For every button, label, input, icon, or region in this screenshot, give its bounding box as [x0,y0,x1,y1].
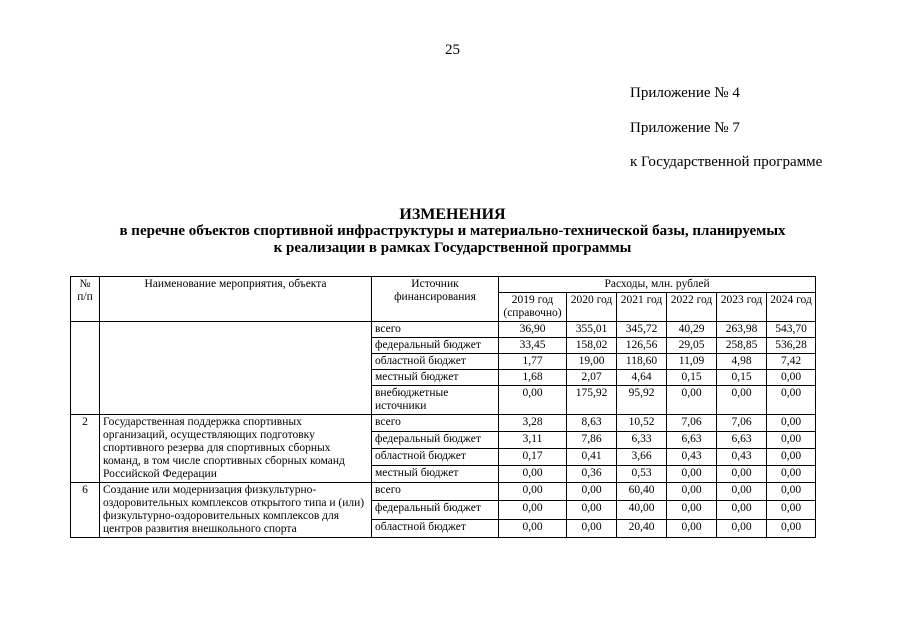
expense-value: 0,00 [717,501,767,519]
expense-value: 1,68 [499,370,567,386]
expense-value: 0,43 [667,449,717,466]
expense-value: 0,00 [767,483,816,501]
expense-value: 6,33 [617,432,667,449]
expense-value: 263,98 [717,322,767,338]
expense-value: 345,72 [617,322,667,338]
expense-value: 19,00 [567,354,617,370]
expense-value: 0,00 [667,466,717,483]
funding-source: местный бюджет [372,466,499,483]
expense-value: 11,09 [667,354,717,370]
expenses-table [70,276,816,538]
expense-value: 543,70 [767,322,816,338]
expense-value: 0,00 [717,483,767,501]
expense-value: 0,00 [717,519,767,537]
expense-value: 6,63 [667,432,717,449]
header-expenses: Расходы, млн. рублей [499,277,816,293]
expense-value: 1,77 [499,354,567,370]
expense-value: 0,00 [667,483,717,501]
appendix-line-1: Приложение № 4 [630,85,740,101]
funding-source: областной бюджет [372,354,499,370]
expense-value: 95,92 [617,386,667,415]
table-body [71,277,816,538]
expense-value: 0,17 [499,449,567,466]
table-header-row-1 [71,277,816,293]
header-year: 2019 год (справочно) [499,293,567,322]
expense-value: 0,00 [717,386,767,415]
expense-value: 0,00 [667,501,717,519]
funding-source: федеральный бюджет [372,338,499,354]
expense-value: 0,00 [767,415,816,432]
expense-value: 4,98 [717,354,767,370]
title-line-3: к реализации в рамках Государственной программы [273,240,632,256]
expense-value: 258,85 [717,338,767,354]
expense-value: 0,53 [617,466,667,483]
expense-value: 0,00 [767,449,816,466]
expense-value: 158,02 [567,338,617,354]
appendix-line-2: Приложение № 7 [630,120,740,136]
expense-value: 0,15 [717,370,767,386]
expense-value: 7,86 [567,432,617,449]
expense-value: 536,28 [767,338,816,354]
expense-value: 7,42 [767,354,816,370]
expense-value: 2,07 [567,370,617,386]
expense-value: 0,43 [717,449,767,466]
expense-value: 40,00 [617,501,667,519]
expense-value: 0,00 [499,466,567,483]
expense-value: 6,63 [717,432,767,449]
expense-value: 3,66 [617,449,667,466]
appendix-line-3: к Государственной программе [630,154,823,170]
table-row [71,415,816,432]
table-row [71,483,816,501]
expense-value: 0,36 [567,466,617,483]
header-num: № п/п [71,277,100,322]
expense-value: 0,00 [499,519,567,537]
header-year: 2024 год [767,293,816,322]
header-year: 2023 год [717,293,767,322]
header-year: 2020 год [567,293,617,322]
funding-source: федеральный бюджет [372,432,499,449]
activity-name [100,322,372,415]
expense-value: 0,00 [567,483,617,501]
expense-value: 0,00 [567,501,617,519]
expense-value: 0,00 [767,466,816,483]
header-year: 2021 год [617,293,667,322]
funding-source: местный бюджет [372,370,499,386]
expense-value: 0,00 [717,466,767,483]
expense-value: 7,06 [717,415,767,432]
table-row [71,322,816,338]
expense-value: 36,90 [499,322,567,338]
expense-value: 33,45 [499,338,567,354]
expense-value: 40,29 [667,322,717,338]
page-number: 25 [445,42,460,58]
expense-value: 29,05 [667,338,717,354]
funding-source: всего [372,322,499,338]
expense-value: 8,63 [567,415,617,432]
expense-value: 7,06 [667,415,717,432]
expense-value: 0,00 [767,432,816,449]
row-number [71,322,100,415]
activity-name: Создание или модернизация физкультурно-оздоровительных комплексов открытого типа и (или) физкультурно-оздоровительных комплексов для центров развития внешкольного спорта [100,483,372,538]
header-name: Наименование мероприятия, объекта [100,277,372,322]
expense-value: 118,60 [617,354,667,370]
expense-value: 175,92 [567,386,617,415]
funding-source: областной бюджет [372,449,499,466]
expense-value: 0,00 [499,386,567,415]
expense-value: 0,41 [567,449,617,466]
expense-value: 0,15 [667,370,717,386]
expense-value: 126,56 [617,338,667,354]
row-number: 2 [71,415,100,483]
activity-name: Государственная поддержка спортивных организаций, осуществляющих подготовку спортивного резерва для спортивных сборных команд, в том числе спортивных сборных команд Российской Федерации [100,415,372,483]
title-line-2: в перечне объектов спортивной инфраструктуры и материально-технической базы, планируемых [119,223,786,239]
expense-value: 4,64 [617,370,667,386]
expense-value: 0,00 [567,519,617,537]
expense-value: 0,00 [767,386,816,415]
expense-value: 0,00 [667,519,717,537]
expense-value: 3,28 [499,415,567,432]
expense-value: 0,00 [667,386,717,415]
expense-value: 60,40 [617,483,667,501]
funding-source: внебюджетные источники [372,386,499,415]
expense-value: 3,11 [499,432,567,449]
expense-value: 0,00 [767,519,816,537]
document-title [0,206,905,257]
title-heading: ИЗМЕНЕНИЯ [399,206,506,223]
header-year: 2022 год [667,293,717,322]
expense-value: 0,00 [767,370,816,386]
expense-value: 0,00 [499,501,567,519]
funding-source: федеральный бюджет [372,501,499,519]
expense-value: 20,40 [617,519,667,537]
expense-value: 0,00 [767,501,816,519]
header-source: Источник финансирования [372,277,499,322]
funding-source: всего [372,415,499,432]
row-number: 6 [71,483,100,538]
funding-source: всего [372,483,499,501]
funding-source: областной бюджет [372,519,499,537]
expense-value: 0,00 [499,483,567,501]
expense-value: 355,01 [567,322,617,338]
expense-value: 10,52 [617,415,667,432]
